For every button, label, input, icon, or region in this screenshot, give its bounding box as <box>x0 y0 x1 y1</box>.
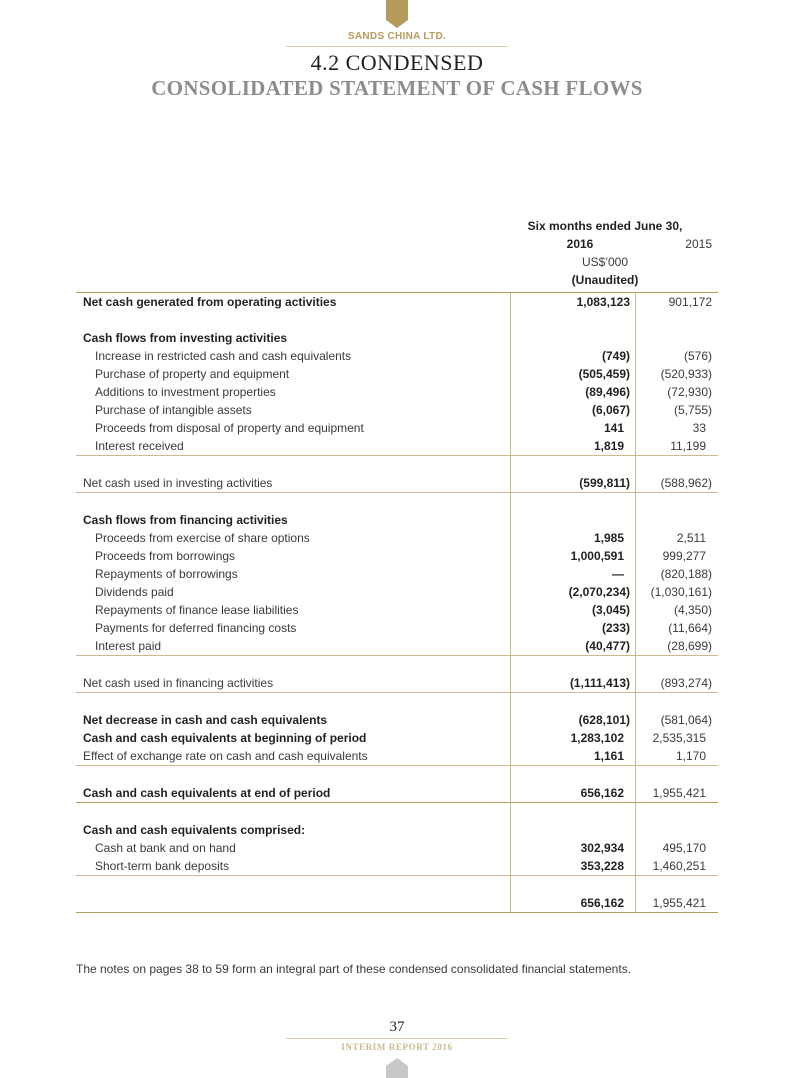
spacer-row <box>76 766 718 785</box>
value-2016: 656,162 <box>511 784 636 803</box>
value-2015: 33 <box>692 421 706 435</box>
value-2015: (28,699) <box>667 639 712 653</box>
table-row <box>76 747 718 766</box>
value-2016: (749) <box>511 347 636 365</box>
table-row <box>76 347 718 365</box>
value-2015: 1,955,421 <box>652 786 706 800</box>
footer-divider <box>286 1038 508 1039</box>
table-row <box>76 565 718 583</box>
value-2016: 1,161 <box>511 747 636 766</box>
section-label: Cash flows from financing activities <box>83 513 288 527</box>
company-name: SANDS CHINA LTD. <box>347 31 447 42</box>
grand-total-row <box>76 894 718 913</box>
value-2015: (893,274) <box>660 676 712 690</box>
value-2016: 1,283,102 <box>511 729 636 747</box>
value-2015: 901,172 <box>636 293 719 312</box>
table-row <box>76 619 718 637</box>
value-2015: 999,277 <box>662 549 706 563</box>
table-row <box>76 365 718 383</box>
spacer-row <box>76 311 718 329</box>
page-number: 37 <box>389 1019 405 1035</box>
value-2015: (4,350) <box>673 603 712 617</box>
table-row <box>76 601 718 619</box>
gray-bookmark-tab-icon <box>386 1058 408 1078</box>
value-2015: 495,170 <box>662 841 706 855</box>
row-label: Additions to investment properties <box>95 385 276 399</box>
cash-flow-table <box>76 292 718 913</box>
row-label: Effect of exchange rate on cash and cash equivalents <box>83 749 368 763</box>
gold-bookmark-tab-icon <box>386 0 408 28</box>
value-2016: (40,477) <box>511 637 636 656</box>
spacer-row <box>76 456 718 475</box>
value-2015: 11,199 <box>670 439 706 453</box>
row-label: Purchase of property and equipment <box>95 367 290 381</box>
value-2015: (820,188) <box>660 567 712 581</box>
row-label: Net cash used in financing activities <box>83 676 274 690</box>
row-label: Net cash used in investing activities <box>83 476 273 490</box>
row-label: Payments for deferred financing costs <box>95 621 297 635</box>
table-row <box>76 383 718 401</box>
value-2015: 1,170 <box>675 749 706 763</box>
table-row <box>76 419 718 437</box>
value-2016: (505,459) <box>511 365 636 383</box>
row-label: Increase in restricted cash and cash equivalents <box>95 349 352 363</box>
value-2016: (1,111,413) <box>511 674 636 693</box>
spacer-row <box>76 493 718 512</box>
value-2016: — <box>511 565 636 583</box>
row-label: Proceeds from exercise of share options <box>95 531 310 545</box>
row-label: Proceeds from borrowings <box>95 549 236 563</box>
section-label: Cash flows from investing activities <box>83 331 288 345</box>
spacer-row <box>76 803 718 822</box>
value-2016: (233) <box>511 619 636 637</box>
subtotal-row <box>76 674 718 693</box>
audit-status-header: (Unaudited) <box>571 273 639 287</box>
value-2016: (3,045) <box>511 601 636 619</box>
value-2015: (1,030,161) <box>650 585 712 599</box>
row-label: Net decrease in cash and cash equivalents <box>83 713 328 727</box>
row-label: Proceeds from disposal of property and equipment <box>95 421 364 435</box>
table-row <box>76 401 718 419</box>
report-name: INTERIM REPORT 2016 <box>341 1042 453 1052</box>
row-label: Repayments of borrowings <box>95 567 238 581</box>
value-2016: 1,985 <box>511 529 636 547</box>
statement-title: CONSOLIDATED STATEMENT OF CASH FLOWS <box>151 76 643 100</box>
value-2016: (89,496) <box>511 383 636 401</box>
table-row <box>76 293 718 312</box>
table-row <box>76 547 718 565</box>
value-2016: (628,101) <box>511 711 636 729</box>
value-2015: (581,064) <box>660 713 712 727</box>
table-row <box>76 529 718 547</box>
spacer-row <box>76 656 718 675</box>
value-2015: 1,460,251 <box>652 859 706 873</box>
row-label: Net cash generated from operating activities <box>76 293 511 312</box>
value-2015: 1,955,421 <box>636 894 719 913</box>
value-2015: 2,511 <box>676 531 706 545</box>
spacer-row <box>76 693 718 712</box>
value-2015: (576) <box>683 349 712 363</box>
row-label: Repayments of finance lease liabilities <box>95 603 299 617</box>
row-label: Cash and cash equivalents at end of period <box>83 786 331 800</box>
table-row <box>76 583 718 601</box>
table-row <box>76 729 718 747</box>
currency-header: US$’000 <box>581 255 629 269</box>
section-header-row <box>76 821 718 839</box>
total-row <box>76 784 718 803</box>
row-label: Cash at bank and on hand <box>95 841 236 855</box>
year-2016-header: 2016 <box>566 237 594 251</box>
row-label: Purchase of intangible assets <box>95 403 252 417</box>
value-2016: 353,228 <box>511 857 636 876</box>
table-row <box>76 637 718 656</box>
row-label: Cash and cash equivalents at beginning of period <box>83 731 367 745</box>
row-label: Dividends paid <box>95 585 174 599</box>
header-divider <box>286 46 508 47</box>
value-2015: (520,933) <box>660 367 712 381</box>
value-2015: (72,930) <box>667 385 712 399</box>
spacer-row <box>76 876 718 895</box>
section-header-row <box>76 511 718 529</box>
value-2016: 1,000,591 <box>511 547 636 565</box>
value-2016: 302,934 <box>511 839 636 857</box>
row-label: Short-term bank deposits <box>95 859 230 873</box>
table-row <box>76 711 718 729</box>
value-2015: 2,535,315 <box>652 731 706 745</box>
footnote: The notes on pages 38 to 59 form an integral part of these condensed consolidated financial statements. <box>76 962 632 976</box>
value-2015: (5,755) <box>673 403 712 417</box>
table-row <box>76 437 718 456</box>
section-title: 4.2 CONDENSED <box>310 50 484 75</box>
value-2016: 141 <box>511 419 636 437</box>
value-2016: 1,819 <box>511 437 636 456</box>
value-2016: (2,070,234) <box>511 583 636 601</box>
section-label: Cash and cash equivalents comprised: <box>83 823 306 837</box>
row-label: Interest paid <box>95 639 162 653</box>
section-header-row <box>76 329 718 347</box>
table-row <box>76 857 718 876</box>
period-header: Six months ended June 30, <box>527 219 683 233</box>
value-2015: (588,962) <box>660 476 712 490</box>
value-2016: (599,811) <box>511 474 636 493</box>
year-2015-header: 2015 <box>685 237 712 251</box>
value-2016: 656,162 <box>511 894 636 913</box>
row-label: Interest received <box>95 439 184 453</box>
value-2016: (6,067) <box>511 401 636 419</box>
value-2015: (11,664) <box>668 621 712 635</box>
subtotal-row <box>76 474 718 493</box>
value-2016: 1,083,123 <box>511 293 636 312</box>
table-row <box>76 839 718 857</box>
